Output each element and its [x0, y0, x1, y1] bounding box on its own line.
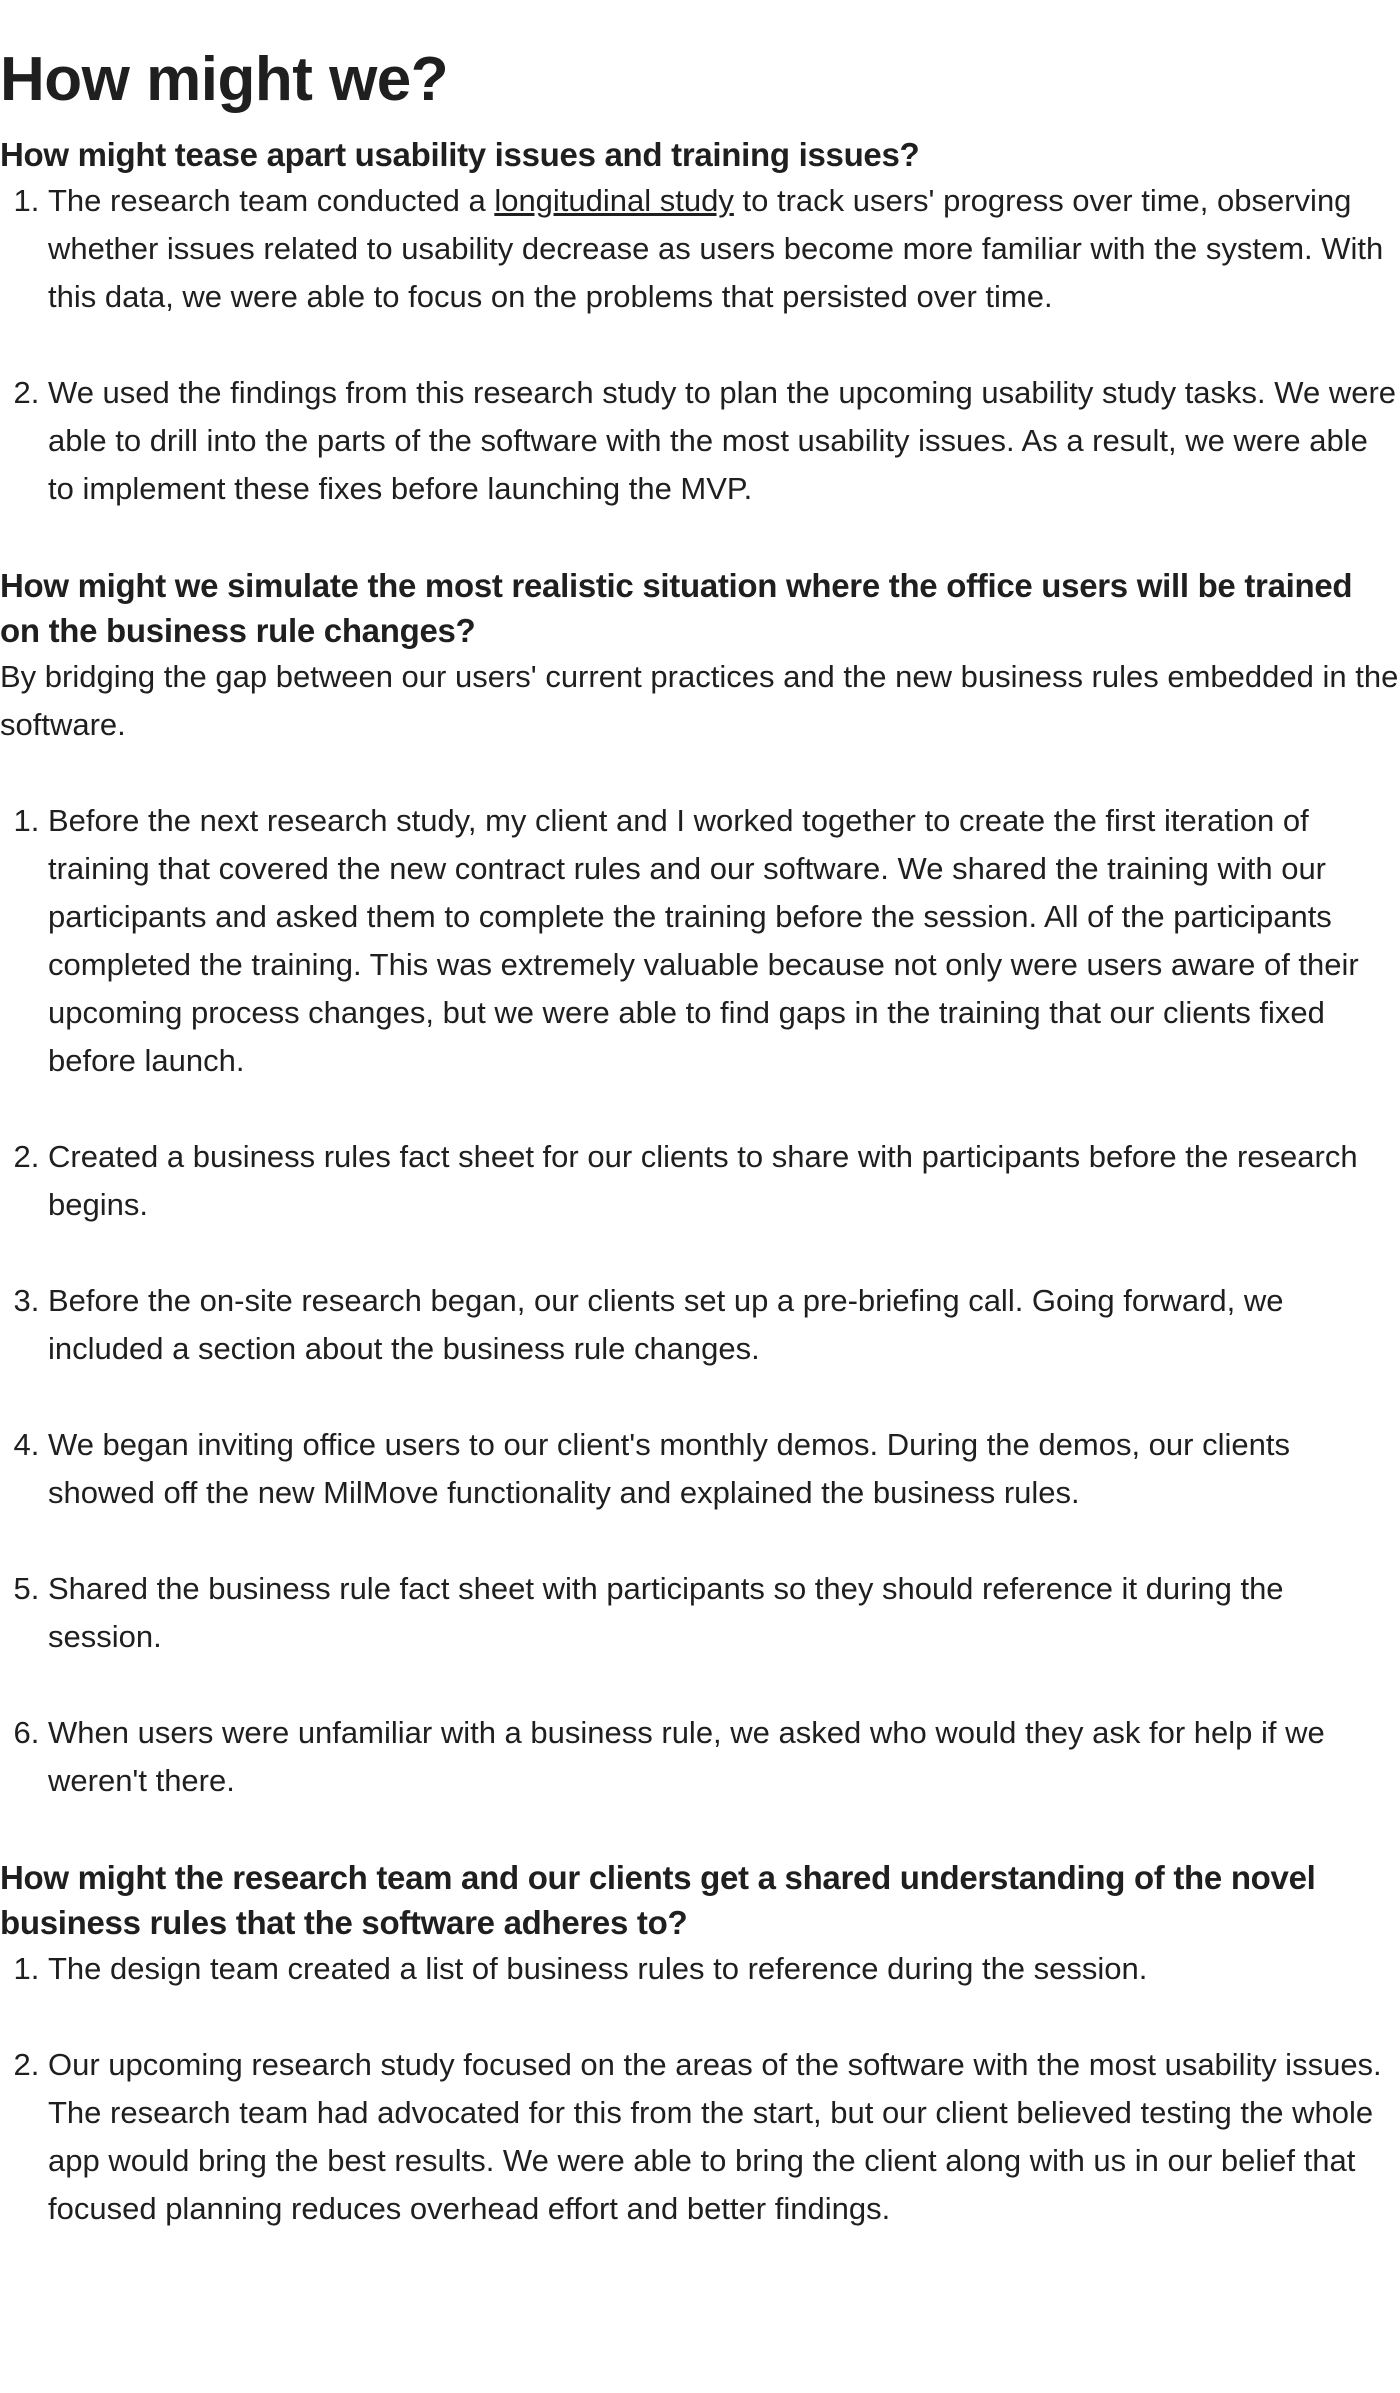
section-2-intro: By bridging the gap between our users' current practices and the new business rules embedded in the software. [0, 659, 1399, 742]
section-2-list [0, 797, 1400, 1805]
list-item: 2. We used the findings from this research study to plan the upcoming usability study tasks. We were able to drill into the parts of the software with the most usability issues. As a result, we were able to implement these fixes before launching the MVP. [48, 369, 1400, 513]
list-item-text: The research team conducted a [48, 183, 495, 218]
list-item: 5. Shared the business rule fact sheet with participants so they should reference it during the session. [48, 1565, 1400, 1661]
section-heading-realistic-training: How might we simulate the most realistic situation where the office users will be trained on the business rule changes? [0, 567, 1353, 649]
longitudinal-study-link[interactable]: longitudinal study [494, 183, 734, 218]
list-item: 1. Before the next research study, my client and I worked together to create the first iteration of training that covered the new contract rules and our software. We shared the training with our participants and asked them to complete the training before the session. All of the participants completed the training. This was extremely valuable because not only were users aware of their upcoming process changes, but we were able to find gaps in the training that our clients fixed before launch. [48, 797, 1400, 1085]
list-item: 2. Our upcoming research study focused on the areas of the software with the most usability issues. The research team had advocated for this from the start, but our client believed testing the whole app would bring the best results. We were able to bring the client along with us in our belief that focused planning reduces overhead effort and better findings. [48, 2041, 1400, 2233]
list-item: 1. The design team created a list of business rules to reference during the session. [48, 1945, 1400, 1993]
page-title: How might we? [0, 45, 449, 114]
list-item-text: to track users' progress over time, observing whether issues related to usability decrease as users become more familiar with the system. With this data, we were able to focus on the problems that persisted over time. [48, 183, 1384, 314]
list-item: 6. When users were unfamiliar with a business rule, we asked who would they ask for help if we weren't there. [48, 1709, 1400, 1805]
section-heading-usability-vs-training: How might tease apart usability issues and training issues? [0, 136, 920, 173]
list-item: 3. Before the on-site research began, our clients set up a pre-briefing call. Going forward, we included a section about the business rule changes. [48, 1277, 1400, 1373]
section-1-list [0, 177, 1400, 513]
section-3-list [0, 1945, 1400, 2233]
list-item: 2. Created a business rules fact sheet for our clients to share with participants before the research begins. [48, 1133, 1400, 1229]
article [0, 38, 1400, 2233]
list-item: 4. We began inviting office users to our client's monthly demos. During the demos, our clients showed off the new MilMove functionality and explained the business rules. [48, 1421, 1400, 1517]
list-item [48, 177, 1400, 321]
section-heading-shared-understanding: How might the research team and our clients get a shared understanding of the novel business rules that the software adheres to? [0, 1859, 1316, 1941]
